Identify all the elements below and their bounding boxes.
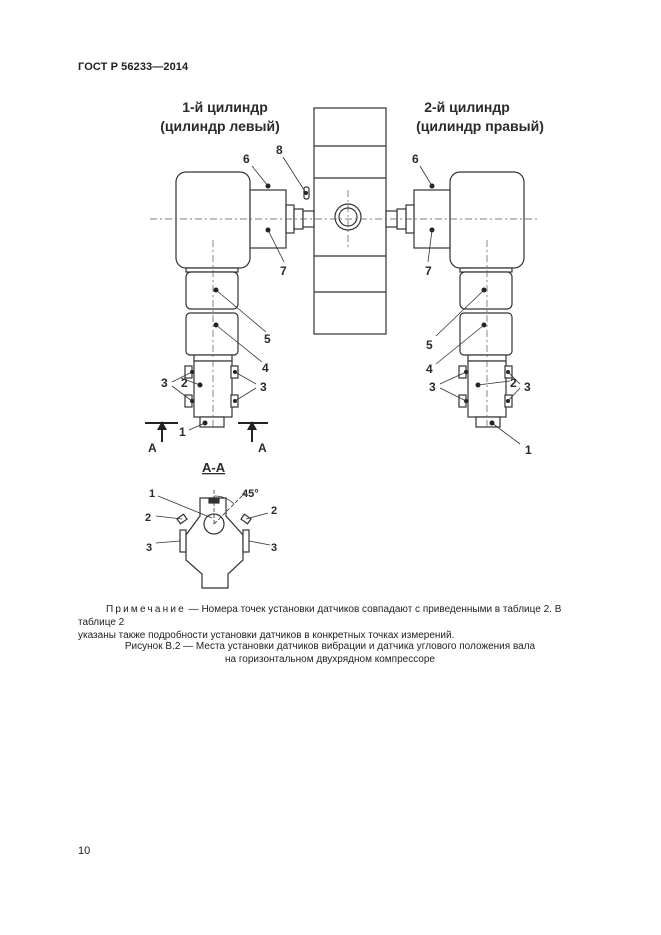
callout-1-left: 1 — [179, 425, 186, 439]
note-dash: — — [188, 604, 199, 615]
figure-caption-line2: на горизонтальном двухрядном компрессоре — [225, 654, 435, 665]
callout-7-left: 7 — [280, 264, 287, 278]
section-callout-3-right: 3 — [271, 542, 278, 554]
left-cylinder-subtitle: (цилиндр левый) — [160, 118, 280, 134]
callout-2-left: 2 — [181, 376, 188, 390]
section-callout-2-left: 2 — [145, 512, 152, 524]
callout-1-right: 1 — [525, 443, 532, 457]
section-callout-3-left: 3 — [146, 542, 153, 554]
callout-5-left: 5 — [264, 332, 271, 346]
callout-8: 8 — [276, 143, 283, 157]
note-text-line2: указаны также подробности установки датчиков в конкретных точках измерений. — [78, 630, 455, 641]
callout-3-right-b: 3 — [524, 380, 531, 394]
section-mark-left: А — [148, 441, 157, 455]
callout-3-left-a: 3 — [161, 376, 168, 390]
section-callout-2-right: 2 — [271, 505, 278, 517]
section-callout-1: 1 — [149, 488, 156, 500]
callout-4-right: 4 — [426, 362, 433, 376]
note-text-line1: Номера точек установки датчиков совпадают с приведенными в таблице 2. В таблице 2 — [78, 604, 562, 628]
right-cylinder-title: 2-й цилиндр — [424, 99, 510, 115]
note — [78, 603, 598, 642]
callout-2-right: 2 — [510, 376, 517, 390]
callout-7-right: 7 — [425, 264, 432, 278]
section-mark-right: А — [258, 441, 267, 455]
note-prefix: Примечание — [106, 604, 186, 615]
right-cylinder-subtitle: (цилиндр правый) — [416, 118, 544, 134]
callout-3-right-a: 3 — [429, 380, 436, 394]
callout-5-right: 5 — [426, 338, 433, 352]
callout-6-right: 6 — [412, 152, 419, 166]
document-header: ГОСТ Р 56233—2014 — [78, 61, 189, 73]
section-title: А-А — [202, 460, 226, 475]
left-cylinder-title: 1-й цилиндр — [182, 99, 268, 115]
callout-4-left: 4 — [262, 361, 269, 375]
callout-3-left-b: 3 — [260, 380, 267, 394]
callout-6-left: 6 — [243, 152, 250, 166]
angle-label: 45° — [242, 488, 259, 500]
page-number: 10 — [78, 845, 91, 857]
figure-caption-line1: Рисунок В.2 — Места установки датчиков вибрации и датчика углового положения вала — [124, 641, 536, 652]
